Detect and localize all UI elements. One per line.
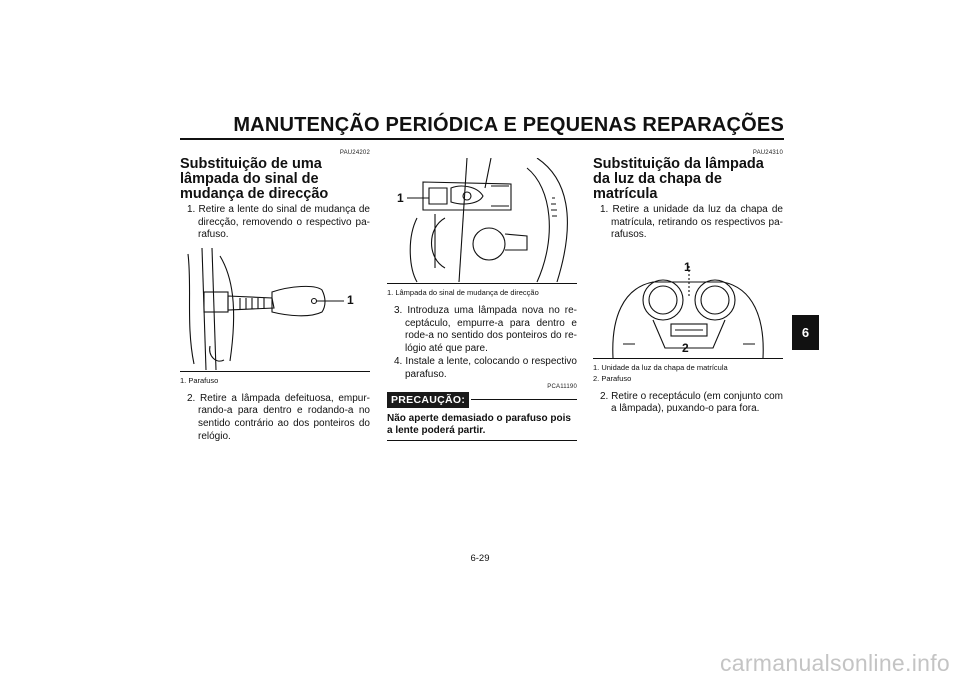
- chapter-tab: 6: [792, 315, 819, 350]
- callout-number: 1: [397, 191, 404, 205]
- watermark: carmanualsonline.info: [719, 650, 950, 676]
- caution-label: PRECAUÇÃO:: [387, 392, 469, 408]
- step-text: 2. Retire o receptáculo (em conjunto com a lâmpada), puxando-o para fora.: [600, 390, 783, 415]
- caution-text: Não aperte demasiado o parafuso pois a lente poderá partir.: [387, 413, 577, 441]
- figure-license-plate-light: [593, 248, 783, 359]
- callout-number: 2: [682, 340, 689, 355]
- caution-rule: [471, 399, 577, 400]
- page-number: 6-29: [470, 553, 490, 564]
- caution-code: PCA11190: [547, 383, 577, 390]
- figure-caption: [180, 375, 370, 386]
- caption-item: 2. Parafuso: [593, 373, 632, 383]
- figure-turn-signal-lens: [180, 246, 370, 372]
- callout-number: 1: [684, 259, 691, 274]
- callout-number: 1: [347, 292, 354, 307]
- caption-item: 1. Parafuso: [180, 375, 219, 385]
- step-text: 1. Retire a unidade da luz da chapa de matrícula, retirando os respectivos pa-rafusos.: [600, 204, 783, 241]
- step-text: 2. Retire a lâmpada defeituosa, empur-rando-a para dentro e rodando-a no sentido contrário ao dos ponteiros do relógio.: [187, 392, 370, 442]
- figure-caption: [387, 287, 577, 298]
- turn-signal-lens-illustration: [180, 246, 370, 371]
- section-title-license-light: Substituição da lâmpada da luz da chapa de matrícula: [593, 156, 764, 202]
- page-header-title: MANUTENÇÃO PERIÓDICA E PEQUENAS REPARAÇÕES: [233, 114, 784, 136]
- column-middle: [387, 150, 577, 441]
- section-code: PAU24202: [339, 150, 370, 156]
- step-text: 1. Retire a lente do sinal de mudança de direcção, removendo o respectivo pa-rafuso.: [187, 204, 370, 241]
- header-rule: [180, 138, 784, 140]
- step-text: 4. Instale a lente, colocando o respectivo parafuso.: [394, 356, 577, 380]
- column-right: [593, 150, 783, 416]
- caution-header: [387, 392, 577, 408]
- caption-item: 1. Unidade da luz da chapa de matrícula: [593, 362, 728, 372]
- step-text: 3. Introduza uma lâmpada nova no re-ceptáculo, empurre-a para dentro e rode-a no sentido dos ponteiros do re-lógio até que pare.: [394, 305, 577, 354]
- section-title-turn-signal: Substituição de uma lâmpada do sinal de mudança de direcção: [180, 156, 329, 202]
- figure-turn-signal-bulb: [387, 158, 577, 284]
- section-code: PAU24310: [752, 150, 783, 156]
- figure-caption: [593, 362, 783, 384]
- caption-item: 1. Lâmpada do sinal de mudança de direcção: [387, 288, 539, 297]
- column-left: [180, 150, 370, 443]
- turn-signal-bulb-illustration: [387, 158, 577, 283]
